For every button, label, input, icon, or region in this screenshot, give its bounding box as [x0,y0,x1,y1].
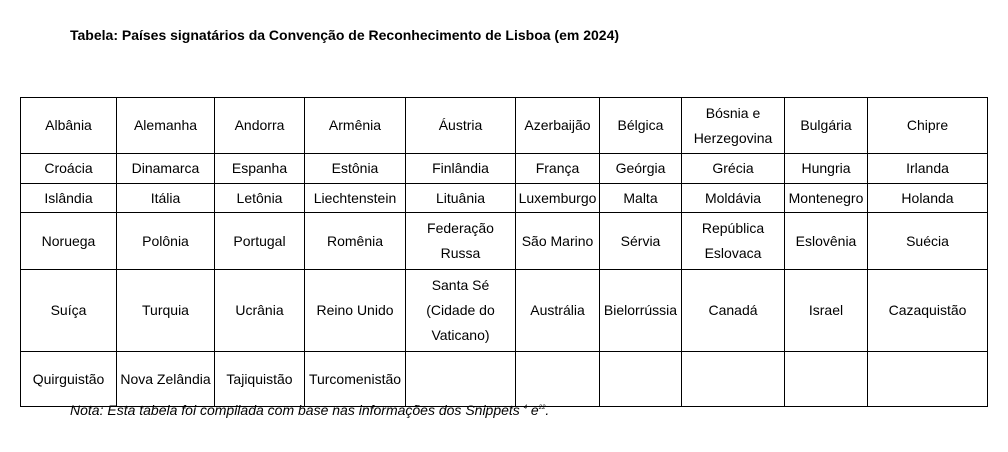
country-cell: Tajiquistão [215,352,305,407]
country-cell: Bósnia e Herzegovina [682,98,785,154]
empty-cell [406,352,516,407]
country-cell: Lituânia [406,184,516,213]
note-reference: 4 [523,405,528,411]
country-cell: Montenegro [785,184,868,213]
table-row [21,352,988,407]
country-cell: Andorra [215,98,305,154]
country-cell: Luxemburgo [516,184,600,213]
country-cell: Suécia [868,213,988,270]
country-cell: Sérvia [600,213,682,270]
table-row [21,213,988,270]
country-cell: Turquia [117,270,215,352]
country-cell: Liechtenstein [305,184,406,213]
country-cell: Moldávia [682,184,785,213]
country-cell: Bélgica [600,98,682,154]
country-cell: Islândia [21,184,117,213]
country-cell: Canadá [682,270,785,352]
country-cell: República Eslovaca [682,213,785,270]
country-cell: Geórgia [600,154,682,184]
country-cell: França [516,154,600,184]
country-cell: Cazaquistão [868,270,988,352]
note-reference: 22 [538,405,546,411]
note-text: Nota: Esta tabela foi compilada com base nas informações dos Snippets [70,402,524,418]
country-cell: Bulgária [785,98,868,154]
table-note [70,402,549,418]
country-cell: Ucrânia [215,270,305,352]
country-cell: Espanha [215,154,305,184]
empty-cell [682,352,785,407]
country-cell: Holanda [868,184,988,213]
country-cell: Hungria [785,154,868,184]
country-cell: Grécia [682,154,785,184]
country-cell: Santa Sé (Cidade do Vaticano) [406,270,516,352]
table-body [21,98,988,407]
signatory-countries-table [20,97,988,407]
country-cell: Letônia [215,184,305,213]
country-cell: Dinamarca [117,154,215,184]
country-cell: Romênia [305,213,406,270]
country-cell: Estônia [305,154,406,184]
country-cell: São Marino [516,213,600,270]
country-cell: Nova Zelândia [117,352,215,407]
country-cell: Chipre [868,98,988,154]
country-cell: Eslovênia [785,213,868,270]
table-title: Tabela: Países signatários da Convenção de Reconhecimento de Lisboa (em 2024) [70,27,620,43]
table-row [21,98,988,154]
country-cell: Armênia [305,98,406,154]
country-cell: Turcomenistão [305,352,406,407]
empty-cell [868,352,988,407]
country-cell: Polônia [117,213,215,270]
country-cell: Malta [600,184,682,213]
country-cell: Austrália [516,270,600,352]
country-cell: Noruega [21,213,117,270]
note-text-end: . [545,402,550,418]
country-cell: Israel [785,270,868,352]
note-text-connector: e [527,402,539,418]
country-cell: Azerbaijão [516,98,600,154]
empty-cell [600,352,682,407]
country-cell: Áustria [406,98,516,154]
country-cell: Suíça [21,270,117,352]
table-row [21,184,988,213]
country-cell: Alemanha [117,98,215,154]
table-row [21,270,988,352]
empty-cell [516,352,600,407]
country-cell: Albânia [21,98,117,154]
country-cell: Irlanda [868,154,988,184]
table-row [21,154,988,184]
country-cell: Portugal [215,213,305,270]
country-cell: Reino Unido [305,270,406,352]
country-cell: Finlândia [406,154,516,184]
country-cell: Quirguistão [21,352,117,407]
country-cell: Itália [117,184,215,213]
country-cell: Federação Russa [406,213,516,270]
empty-cell [785,352,868,407]
country-cell: Croácia [21,154,117,184]
country-cell: Bielorrússia [600,270,682,352]
